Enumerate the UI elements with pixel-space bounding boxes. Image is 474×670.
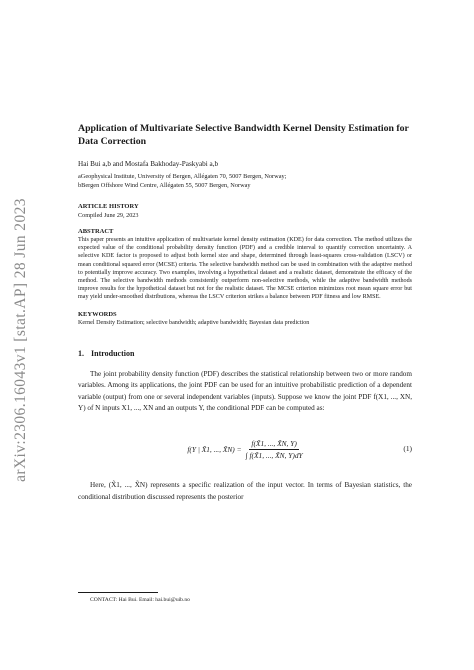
affiliation-a: aGeophysical Institute, University of Bergen, Allégaten 70, 5007 Bergen, Norway; (78, 173, 287, 180)
article-history-heading: ARTICLE HISTORY (78, 203, 139, 210)
arxiv-identifier (8, 150, 34, 530)
arxiv-identifier-text: arXiv:2306.16043v1 [stat.AP] 28 Jun 2023 (12, 198, 30, 482)
abstract-heading: ABSTRACT (78, 228, 114, 235)
footnote-rule (78, 592, 158, 593)
equation-lhs: f(Y | X̃1, ..., X̃N) = (187, 444, 242, 454)
equation-numerator: f(X̃1, ..., X̃N, Y) (251, 438, 297, 448)
intro-paragraph-1: The joint probability density function (PDF) describes the statistical relationship between two or more random variables. Among its applications, the joint PDF can be used for an intuitive probabilistic prediction of a dependent variable (output) from one or several independent variables (inputs). Suppose we know the joint PDF f(X1, ..., XN, Y) of N inputs X1, ..., XN and an outputs Y, the conditional PDF can be computed as: (78, 369, 412, 413)
equation-1 (78, 436, 412, 462)
equation-label: (1) (403, 444, 412, 454)
keywords-text: Kernel Density Estimation; selective bandwidth; adaptive bandwidth; Bayesian data prediction (78, 319, 310, 326)
intro-paragraph-2: Here, (X̃1, ..., X̃N) represents a specific realization of the input vector. In terms of Bayesian statistics, the conditional distribution discussed represents the posterior (78, 481, 412, 501)
section-heading (78, 349, 412, 358)
affiliation-list (78, 172, 412, 190)
compiled-date: Compiled June 29, 2023 (78, 212, 139, 219)
equation-fraction (246, 439, 303, 460)
section-number: 1. (78, 348, 84, 358)
equation-denominator: ∫ f(X̃1, ..., X̃N, Y)dY (245, 450, 303, 460)
paper-page (78, 122, 412, 510)
section-title: Introduction (91, 348, 135, 358)
keywords-heading: KEYWORDS (78, 310, 117, 318)
contact-footnote: CONTACT: Hai Bui. Email: hai.bui@uib.no (90, 597, 190, 603)
paper-title: Application of Multivariate Selective Bandwidth Kernel Density Estimation for Data Correction (78, 123, 409, 147)
author-list: Hai Bui a,b and Mostafa Bakhoday-Paskyabi a,b (78, 160, 219, 168)
affiliation-b: bBergen Offshore Wind Centre, Allégaten 55, 5007 Bergen, Norway (78, 182, 251, 189)
abstract-text: This paper presents an intuitive application of multivariate kernel density estimation (KDE) for data correction. The method utilizes the expected value of the conditional probability density function (PDF) and a credible interval to quantify correction uncertainty. A selective KDE factor is proposed to adjust both kernel size and shape, determined through least-squares cross-validation (LSCV) or mean conditional squared error (MCSE) criteria. The selective bandwidth method can be used in combination with the adaptive method to potentially improve accuracy. Two examples, involving a hypothetical dataset and a realistic dataset, demonstrate the efficacy of the method. The selective bandwidth methods consistently outperform non-selective methods, while the adaptive bandwidth methods improve results for the hypothetical dataset but not for the realistic dataset. The MCSE criterion minimizes root mean square error but may yield under-smoothed distributions, whereas the LSCV criterion strikes a balance between PDF fitness and low RMSE. (78, 237, 412, 301)
